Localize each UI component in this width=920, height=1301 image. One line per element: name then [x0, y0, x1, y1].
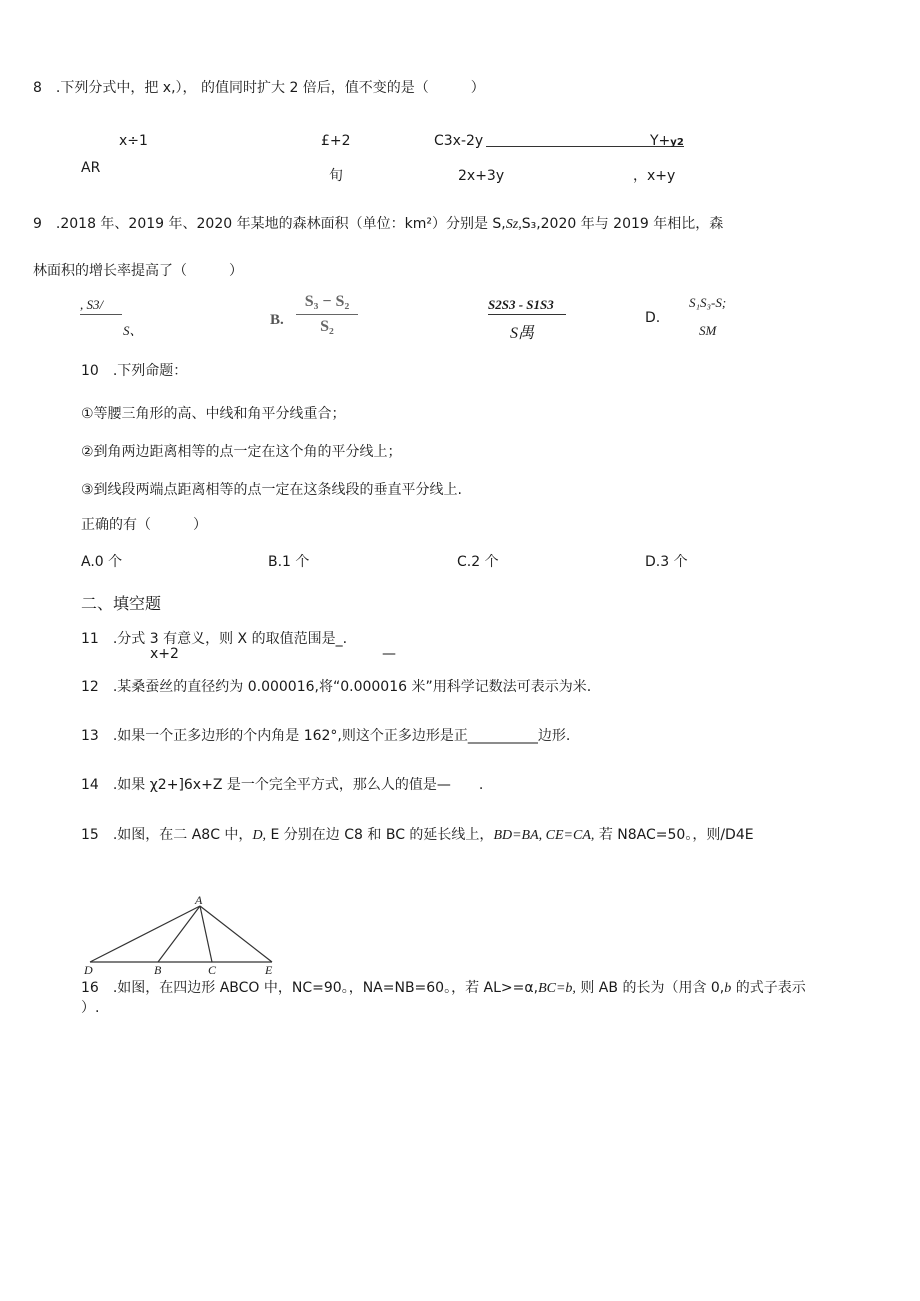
q8-option-b-bottom: 旬 [329, 168, 343, 184]
figure-label-e: E [265, 963, 273, 977]
q9-stem-part1: 9 .2018 年、2019 年、2020 年某地的森林面积（单位：km²）分别是 S, [33, 216, 506, 232]
q13-blank: __________ [467, 728, 538, 744]
figure-segment-ad [90, 906, 200, 962]
figure-label-b: B [154, 963, 162, 977]
q15-stem-part3: 若 N8AC=50。，则/D4E [594, 827, 754, 843]
q15-de: D, [252, 828, 267, 843]
q9-stem-line1 [33, 215, 723, 234]
q9-option-c-top: S2S3 - S1S3 [488, 297, 554, 312]
figure-label-d: D [84, 963, 93, 977]
triangle-figure [80, 890, 280, 980]
q13-stem-tail: 边形. [537, 728, 571, 744]
q15-stem [81, 826, 754, 845]
q9-option-a-bar [80, 314, 122, 315]
q9-option-d-top: S₁S₃-S; [689, 295, 727, 310]
q8-option-a-bottom: AR [81, 160, 101, 176]
q8-option-c-bottom: 2x+3y [458, 168, 505, 184]
q16-line2: ）. [81, 1000, 100, 1016]
q16-bc: BC=b, [538, 981, 576, 996]
q8-option-d-bottom: ，x+y [633, 168, 676, 184]
q10-option-d: D.3 个 [645, 554, 688, 570]
figure-label-a: A [195, 893, 203, 907]
q8-option-d-sub: y2 [670, 137, 684, 148]
q11-stem: 11 .分式 3 有意义，则 X 的取值范围是_. [81, 631, 348, 647]
q16-b: b [724, 981, 732, 996]
q10-option-c: C.2 个 [457, 554, 499, 570]
q15-stem-part2: E 分别在边 C8 和 BC 的延长线上， [266, 827, 494, 843]
q16-stem-part1: 16 .如图，在四边形 ABCO 中，NC=90。，NA=NB=60。，若 AL>=α, [81, 980, 539, 996]
q9-option-c-bar [488, 314, 566, 315]
section-title-fill-in: 二、填空题 [81, 594, 162, 613]
q8-option-d-main: Y+ [650, 133, 671, 149]
q10-option-b: B.1 个 [268, 554, 310, 570]
q9-option-c-bottom: S禺 [510, 325, 535, 342]
q14-stem: 14 .如果 χ2+]6x+Z 是一个完全平方式，那么人的值是— . [81, 777, 484, 793]
q9-option-d-bottom: SM [699, 323, 717, 338]
q8-stem: 8 .下列分式中，把 x,）， 的值同时扩大 2 倍后，值不变的是（ ） [33, 80, 485, 96]
q15-stem-part1: 15 .如图，在二 A8C 中， [81, 827, 253, 843]
q10-question: 正确的有（ ） [81, 517, 207, 533]
q10-proposition-1: ①等腰三角形的高、中线和角平分线重合； [81, 406, 346, 422]
q10-option-a: A.0 个 [81, 554, 123, 570]
q9-stem-sz: Sz, [505, 217, 522, 232]
q16-stem-part3: 的式子表示 [731, 980, 806, 996]
q16-stem-part2: 则 AB 的长为（用含 0, [575, 980, 725, 996]
q10-stem: 10 .下列命题： [81, 363, 188, 379]
q9-option-b-numerator: S₃ − S₂ [304, 293, 350, 310]
q9-stem-part2: S₃,2020 年与 2019 年相比，森 [521, 216, 724, 232]
q11-dash: — [382, 646, 396, 662]
q9-option-b-denominator: S₂ [320, 318, 334, 335]
q10-proposition-2: ②到角两边距离相等的点一定在这个角的平分线上； [81, 444, 402, 460]
q13-stem-text: 13 .如果一个正多边形的个内角是 162°,则这个正多边形是正 [81, 728, 468, 744]
q15-condition: BD=BA, CE=CA, [493, 828, 595, 843]
q9-option-b-fraction [296, 292, 358, 337]
figure-label-c: C [208, 963, 217, 977]
q9-stem-line2: 林面积的增长率提高了（ ） [33, 263, 243, 279]
q8-option-d-top [650, 132, 684, 152]
q8-option-c-top: C3x-2y [434, 133, 484, 149]
figure-segment-ab [158, 906, 200, 962]
q9-option-a-top: , S3/ [80, 297, 104, 312]
q11-denominator: x+2 [150, 646, 179, 662]
q9-option-d-label: D. [645, 310, 661, 326]
q9-option-b-fraction-bar [296, 314, 358, 315]
q9-option-b-label: B. [270, 312, 284, 328]
q8-option-b-top: £+2 [321, 133, 351, 149]
q13-stem [81, 727, 570, 745]
q8-option-a-top: x÷1 [119, 133, 148, 149]
q9-option-a-bottom: S、 [123, 323, 143, 338]
q16-stem [81, 979, 806, 998]
q10-proposition-3: ③到线段两端点距离相等的点一定在这条线段的垂直平分线上. [81, 482, 462, 498]
q12-stem: 12 .某桑蚕丝的直径约为 0.000016,将“0.000016 米”用科学记数法可表示为米. [81, 679, 592, 695]
